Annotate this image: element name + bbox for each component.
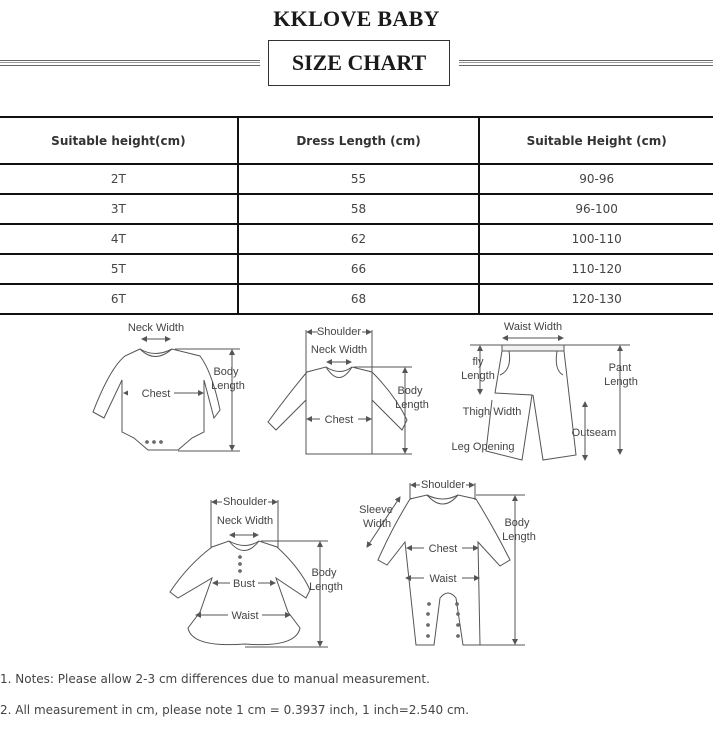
note-unit-conversion: 2. All measurement in cm, please note 1 cm = 0.3937 inch, 1 inch=2.540 cm.: [0, 703, 470, 717]
label-neck-width: Neck Width: [216, 515, 274, 527]
cell-dress-length: 55: [238, 164, 480, 194]
decorative-rule-left: [0, 60, 260, 66]
brand-title: KKLOVE BABY: [273, 6, 440, 31]
table-row: [0, 194, 713, 224]
label-shoulder: Shoulder: [222, 496, 268, 508]
label-outseam: Outseam: [571, 427, 617, 439]
label-sleeve-width-2: Width: [362, 518, 392, 530]
dress-diagram: [170, 496, 343, 647]
label-chest: Chest: [428, 543, 458, 555]
label-shoulder: Shoulder: [420, 479, 466, 491]
label-bust: Bust: [232, 578, 256, 590]
label-body-length: Body: [311, 567, 337, 579]
cell-size: 6T: [0, 284, 238, 314]
label-body-length-2: Length: [211, 380, 245, 392]
label-body-length: Body: [213, 366, 239, 378]
table-row: [0, 284, 713, 314]
label-fly-length-2: Length: [461, 370, 495, 382]
cell-suitable-height: 120-130: [479, 284, 713, 314]
table-header-row: [0, 117, 713, 164]
cell-suitable-height: 96-100: [479, 194, 713, 224]
cell-size: 3T: [0, 194, 238, 224]
column-header-dress-length: Dress Length (cm): [238, 117, 480, 164]
cell-size: 4T: [0, 224, 238, 254]
column-header-suitable-height: Suitable Height (cm): [479, 117, 713, 164]
table-row: [0, 164, 713, 194]
cell-suitable-height: 100-110: [479, 224, 713, 254]
notes: [0, 672, 469, 734]
decorative-rule-right: [459, 60, 713, 66]
romper-diagram: [359, 479, 536, 645]
label-neck-width: Neck Width: [127, 322, 185, 334]
label-neck-width: Neck Width: [310, 344, 368, 356]
cell-dress-length: 66: [238, 254, 480, 284]
cell-dress-length: 62: [238, 224, 480, 254]
size-table: [0, 116, 713, 315]
note-manual-measurement: 1. Notes: Please allow 2-3 cm differences due to manual measurement.: [0, 672, 430, 686]
label-body-length-2: Length: [395, 399, 429, 411]
measurement-diagrams: [0, 316, 713, 661]
label-pant-length-2: Length: [604, 376, 638, 388]
label-waist: Waist: [231, 610, 259, 622]
column-header-size: Suitable height(cm): [0, 117, 238, 164]
label-waist: Waist: [429, 573, 457, 585]
label-pant-length: Pant: [608, 362, 632, 374]
bodysuit-diagram: [93, 322, 245, 451]
label-chest: Chest: [324, 414, 354, 426]
table-row: [0, 224, 713, 254]
table-row: [0, 254, 713, 284]
cell-size: 2T: [0, 164, 238, 194]
label-thigh-width: Thigh Width: [462, 406, 522, 418]
label-body-length: Body: [397, 385, 423, 397]
pants-diagram: [452, 321, 638, 460]
label-body-length: Body: [504, 517, 530, 529]
label-sleeve-width: Sleeve: [359, 504, 393, 516]
top-diagram: [268, 326, 429, 454]
cell-dress-length: 68: [238, 284, 480, 314]
cell-dress-length: 58: [238, 194, 480, 224]
cell-suitable-height: 110-120: [479, 254, 713, 284]
label-chest: Chest: [141, 388, 171, 400]
label-fly-length: fly: [472, 356, 484, 368]
label-leg-opening: Leg Opening: [451, 441, 515, 453]
label-waist-width: Waist Width: [503, 321, 563, 333]
cell-size: 5T: [0, 254, 238, 284]
page-title: SIZE CHART: [268, 40, 450, 86]
label-shoulder: Shoulder: [316, 326, 362, 338]
label-body-length-2: Length: [309, 581, 343, 593]
label-body-length-2: Length: [502, 531, 536, 543]
cell-suitable-height: 90-96: [479, 164, 713, 194]
